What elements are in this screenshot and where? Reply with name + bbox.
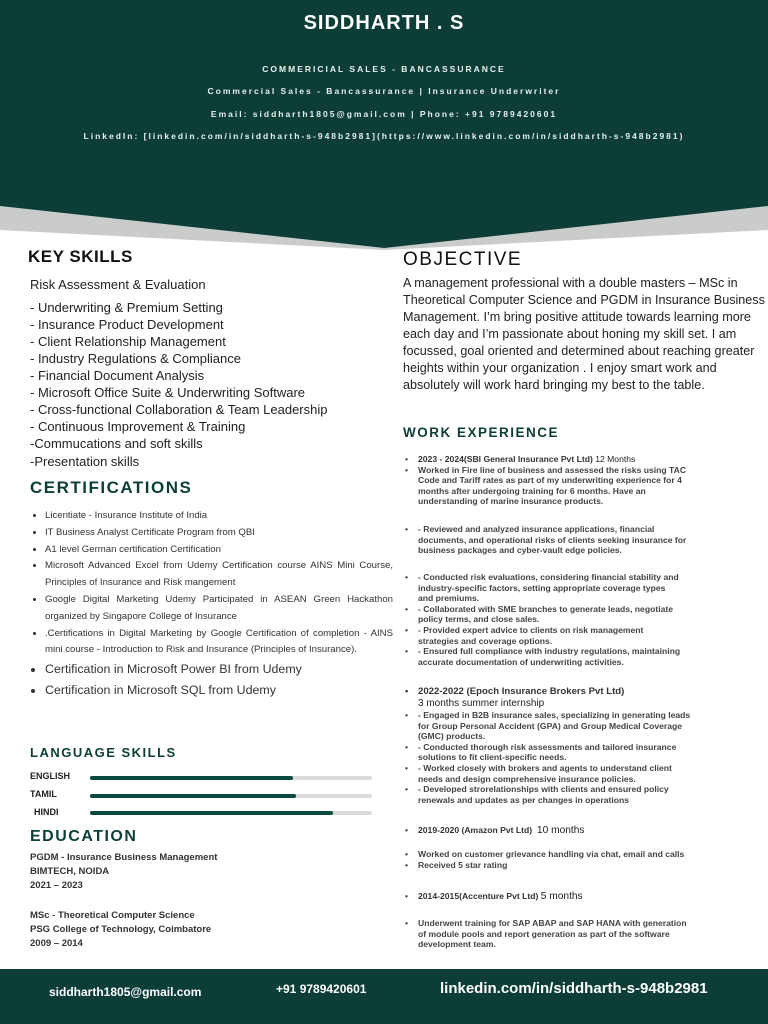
education-degree: MSc - Theoretical Computer Science — [30, 910, 195, 921]
skill-item: - Underwriting & Premium Setting — [30, 300, 223, 315]
certification-item: • Google Digital Marketing Udemy Participated in ASEAN Green Hackathon organized by Singapore College of Insurance — [45, 592, 393, 626]
job-title: 2019-2020 (Amazon Pvt Ltd) — [418, 825, 533, 835]
skill-item: - Microsoft Office Suite & Underwriting Software — [30, 385, 306, 400]
job-detail: Received 5 star rating — [418, 859, 508, 870]
language-bar-fill — [90, 776, 293, 780]
job-amazon: • 2019-2020 (Amazon Pvt Ltd) 10 months — [405, 825, 585, 836]
job-detail: of module pools and report generation as part of the software — [418, 928, 670, 939]
education-years: 2009 – 2014 — [30, 938, 83, 949]
candidate-role: COMMERICIAL SALES - BANCASSURANCE — [262, 64, 506, 74]
job-detail: development team. — [418, 939, 496, 950]
candidate-subtitle: Commercial Sales - Bancassurance | Insurance Underwriter — [207, 86, 561, 96]
header-linkedin: LinkedIn: [linkedin.com/in/siddharth-s-948b2981](https://www.linkedin.com/in/siddharth-s-948b2981) — [83, 131, 685, 141]
job-detail: - Ensured full compliance with industry regulations, maintaining — [418, 646, 681, 657]
footer-linkedin[interactable]: linkedin.com/in/siddharth-s-948b2981 — [440, 980, 708, 997]
key-skills-title: KEY SKILLS — [28, 247, 133, 266]
job-detail: Code and Tariff rates as part of my underwriting experience for 4 — [418, 475, 682, 486]
job-detail: business packages and cyber-vault edge policies. — [418, 545, 622, 556]
resume-header — [0, 0, 768, 250]
job-detail: for Group Personal Accident (GPA) and Group Medical Coverage — [418, 720, 683, 731]
job-sbi — [404, 454, 764, 507]
education-school: PSG College of Technology, Coimbatore — [30, 924, 212, 935]
job-detail: documents, and operational risks of clients seeking insurance for — [418, 534, 687, 545]
education-school: BIMTECH, NOIDA — [30, 866, 110, 877]
certification-item: • Certification in Microsoft SQL from Udemy — [45, 680, 393, 701]
header-background — [0, 0, 768, 250]
certification-item: • A1 level German certification Certification — [45, 542, 393, 559]
education-years: 2021 – 2023 — [30, 880, 83, 891]
certification-item: • Microsoft Advanced Excel from Udemy Certification course AINS Mini Course, Principles of Insurance and Risk mangement — [45, 558, 393, 592]
job-detail: Underwent training for SAP ABAP and SAP HANA with generation — [418, 918, 687, 928]
job-amazon-details: • Worked on customer grievance handling via chat, email and calls • Received 5 star rating — [405, 849, 685, 870]
certification-item: • IT Business Analyst Certificate Program from QBI — [45, 525, 393, 542]
job-detail: industry-specific factors, setting appropriate coverage types — [418, 582, 666, 593]
resume-footer — [0, 969, 768, 1024]
skill-item: - Client Relationship Management — [30, 334, 226, 349]
language-label: HINDI — [34, 807, 59, 817]
job-detail: months after undergoing training for 6 months. Have an — [418, 485, 646, 496]
job-detail: - Provided expert advice to clients on risk management — [418, 624, 644, 635]
education-degree: PGDM - Insurance Business Management — [30, 852, 218, 863]
job-detail: needs and design comprehensive insurance policies. — [418, 773, 636, 784]
language-bar-fill — [90, 794, 296, 798]
job-detail: understanding of marine insurance products. — [418, 496, 604, 507]
skill-item: - Continuous Improvement & Training — [30, 419, 246, 434]
job-epoch: • 2022-2022 (Epoch Insurance Brokers Pvt Ltd) 3 months summer internship • - Engaged in B2B insurance sales, specializing in generating leads for Group Personal Accident (GPA) and Group Medical Coverage (GMC) products. • - Conducted thorough risk assessments and tailored insurance solutions to fit client-specific needs. • - Worked closely with brokers and agents to understand client needs and design comprehensive insurance policies. • - Developed strorelationships with clients and ensured policy renewals and updates as per changes in operations — [404, 686, 764, 805]
language-label: ENGLISH — [30, 771, 71, 781]
language-bar — [90, 811, 372, 815]
certification-item: • .Certifications in Digital Marketing by Google Certification of completion - AINS mini course - Introduction to Risk and Insurance (Principles of Insurance). — [45, 626, 393, 660]
job-detail: solutions to fit client-specific needs. — [418, 752, 567, 763]
certifications-list — [30, 508, 393, 701]
work-experience-title: WORK EXPERIENCE — [403, 425, 560, 440]
job-detail: - Developed strorelationships with clients and ensured policy — [418, 784, 669, 795]
job-detail: and premiums. — [418, 593, 480, 604]
language-bar — [90, 794, 372, 798]
certification-item: • Licentiate - Insurance Institute of India — [45, 508, 393, 525]
job-detail: - Engaged in B2B insurance sales, specializing in generating leads — [418, 710, 691, 720]
job-duration: 3 months summer internship — [418, 698, 545, 709]
skill-item: - Industry Regulations & Compliance — [30, 351, 241, 366]
job-detail: (GMC) products. — [418, 731, 486, 742]
language-skills-title: LANGUAGE SKILLS — [30, 745, 177, 760]
language-label: TAMIL — [30, 789, 57, 799]
job-title: 2014-2015(Accenture Pvt Ltd) — [418, 891, 539, 901]
job-title: 2022-2022 (Epoch Insurance Brokers Pvt Ltd) — [418, 686, 625, 697]
job-detail: - Collaborated with SME branches to generate leads, negotiate — [418, 603, 673, 614]
language-bar-fill — [90, 811, 333, 815]
job-detail: - Worked closely with brokers and agents to understand client — [418, 762, 672, 773]
job-duration: 12 Months — [595, 454, 636, 464]
candidate-name: SIDDHARTH . S — [303, 12, 465, 34]
job-detail: renewals and updates as per changes in operations — [418, 794, 630, 805]
job-detail: strategies and coverage options. — [418, 635, 553, 646]
skill-item: - Insurance Product Development — [30, 317, 224, 332]
language-bar — [90, 776, 372, 780]
job-accenture: • 2014-2015(Accenture Pvt Ltd) 5 months — [405, 891, 583, 902]
certifications-title: CERTIFICATIONS — [30, 478, 193, 497]
header-contact: Email: siddharth1805@gmail.com | Phone: +91 9789420601 — [210, 109, 558, 119]
job-detail: - Conducted thorough risk assessments and tailored insurance — [418, 741, 677, 752]
job-detail: Worked on customer grievance handling via chat, email and calls — [418, 849, 685, 859]
education-title: EDUCATION — [30, 828, 138, 845]
objective-title: OBJECTIVE — [403, 249, 523, 270]
job-title: 2023 - 2024(SBI General Insurance Pvt Ltd) — [418, 454, 593, 464]
job-detail: • Worked in Fire line of business and assessed the risks using TAC — [405, 464, 687, 475]
skill-item: -Presentation skills — [30, 454, 140, 469]
skill-item: Risk Assessment & Evaluation — [30, 277, 206, 292]
job-accenture-details: • Underwent training for SAP ABAP and SAP HANA with generation of module pools and report generation as part of the software development team. — [404, 918, 764, 950]
education-entry — [30, 909, 211, 951]
skill-item: -Commucations and soft skills — [30, 436, 203, 451]
job-sbi-bullet: • - Conducted risk evaluations, considering financial stability and industry-specific factors, setting appropriate coverage types and premiums. • - Collaborated with SME branches to generate leads, negotiate policy terms, and close sales. • - Provided expert advice to clients on risk management strategies and coverage options. • - Ensured full compliance with industry regulations, maintaining accurate documentation of underwriting activities. — [404, 572, 764, 667]
objective-text: A management professional with a double masters – MSc in Theoretical Computer Science and PGDM in Insurance Business Management. I’m bring positive attitude towards learning more each day and I’m passionate about honing my skill set. I am focussed, goal oriented and determined about reaching greater heights within your organization . I enjoy smart work and absolutely will work hard bringing my best to the table. — [403, 276, 765, 392]
job-detail: - Reviewed and analyzed insurance applications, financial — [418, 524, 655, 534]
job-detail: - Conducted risk evaluations, considering financial stability and — [418, 572, 679, 582]
job-detail: policy terms, and close sales. — [418, 614, 540, 625]
footer-email[interactable]: siddharth1805@gmail.com — [49, 985, 202, 999]
skill-item: - Financial Document Analysis — [30, 368, 205, 383]
footer-phone[interactable]: +91 9789420601 — [276, 982, 367, 996]
certification-item: • Certification in Microsoft Power BI from Udemy — [45, 659, 393, 680]
job-detail: accurate documentation of underwriting activities. — [418, 656, 624, 667]
job-duration: 10 months — [536, 825, 585, 836]
skill-item: - Cross-functional Collaboration & Team Leadership — [30, 402, 328, 417]
job-duration: 5 months — [540, 891, 583, 902]
education-entry — [30, 851, 217, 893]
job-sbi-bullet: • - Reviewed and analyzed insurance applications, financial documents, and operational risks of clients seeking insurance for business packages and cyber-vault edge policies. — [404, 524, 764, 556]
job-heading: • 2023 - 2024(SBI General Insurance Pvt Ltd) 12 Months — [405, 454, 636, 464]
